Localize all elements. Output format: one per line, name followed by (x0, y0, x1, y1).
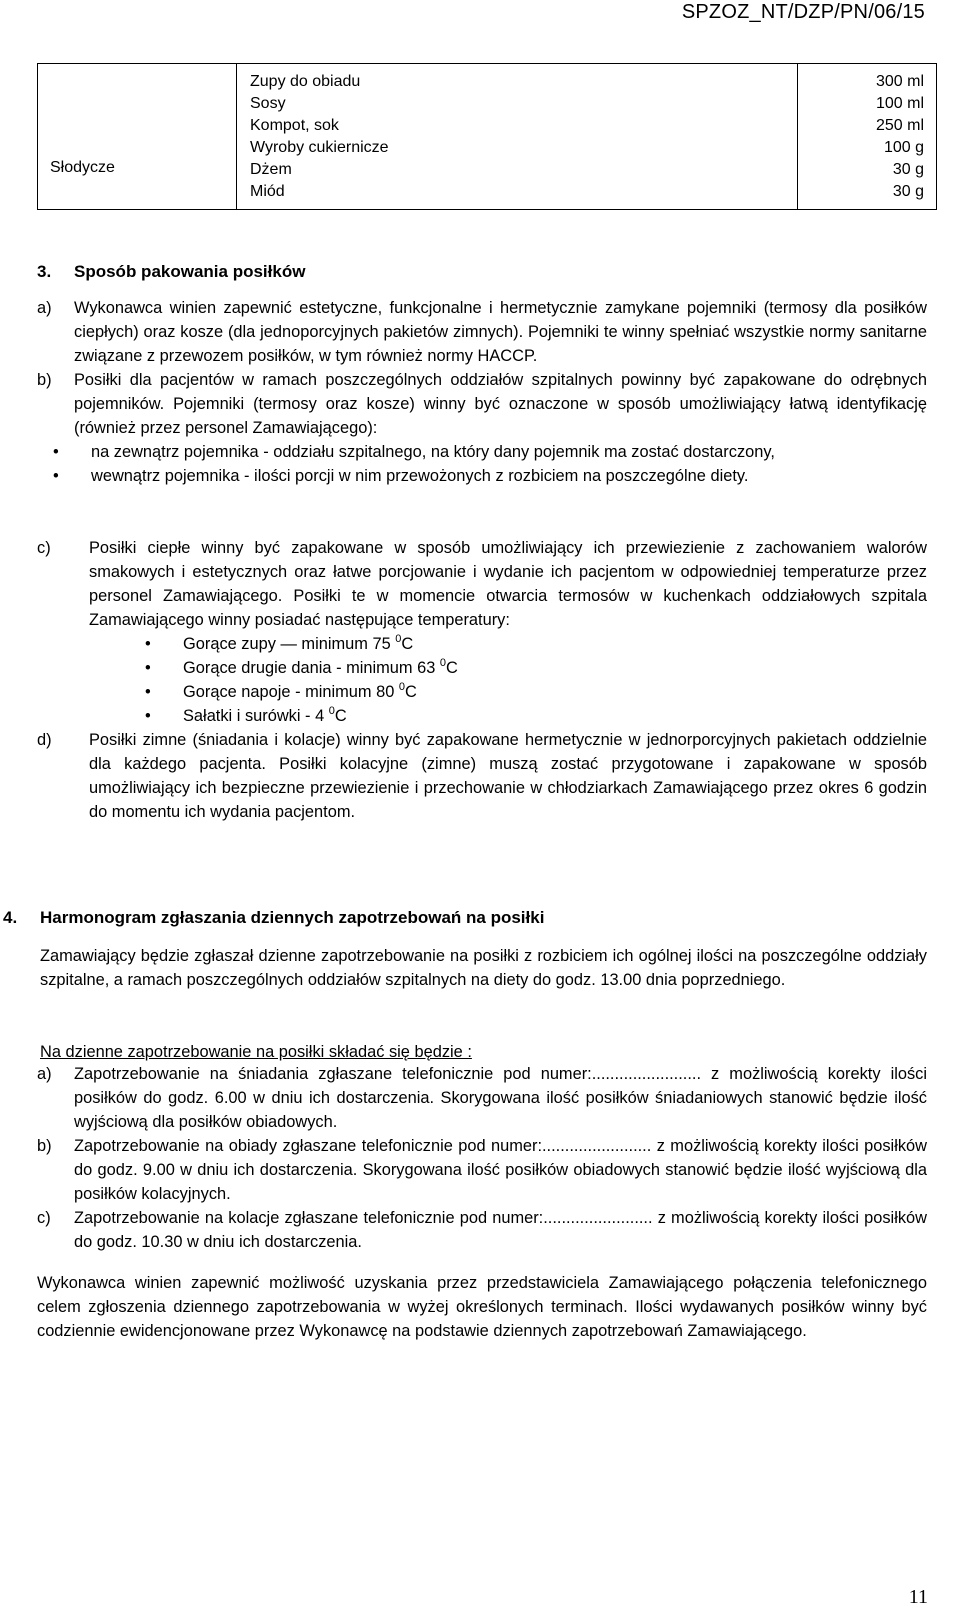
quantities-cell (798, 64, 937, 210)
temperature-list (183, 632, 927, 728)
closing-paragraph: Wykonawca winien zapewnić możliwość uzyskania przez przedstawiciela Zamawiającego połączenia telefonicznego celem zgłoszenia dziennego zapotrzebowania w wyżej określonych terminach. Ilości wydawanych posiłków winny być codziennie ewidencjonowane przez Wykonawcę na podstawie dziennych zapotrzebowań Zamawiającego. (37, 1274, 927, 1340)
item-name: Kompot, sok (250, 117, 339, 134)
marking-list (91, 440, 927, 488)
list-item: • Gorące drugie dania - minimum 63 $^0$C (183, 656, 927, 680)
section-4-heading-wrap (3, 906, 927, 930)
item-quantity: 100 ml (875, 95, 924, 112)
item-name: Sosy (250, 95, 286, 112)
items-cell (237, 64, 798, 210)
section-4-items (37, 1062, 927, 1254)
item-name: Dżem (250, 161, 292, 178)
section-3-cd (37, 536, 927, 824)
category-cell (38, 64, 237, 210)
list-item: • Gorące napoje - minimum 80 $^0$C (183, 680, 927, 704)
item-quantity: 30 g (892, 161, 924, 178)
section-4-closing (37, 1271, 927, 1343)
item-quantity: 300 ml (875, 73, 924, 90)
page-number: 11 (908, 1586, 928, 1608)
section-3-heading: 3. Sposób pakowania posiłków (37, 262, 306, 281)
item-quantity: 100 g (883, 139, 924, 156)
list-item: • Gorące zupy — minimum 75 $^0$C (183, 632, 927, 656)
request-item: b) Zapotrzebowanie na obiady zgłaszane telefonicznie pod numer:........................ z możliwością korekty ilości posiłków do godz. 9.00 w dniu ich dostarczenia. Skorygowana ilość posiłków obiadowych stanowić będzie ilość wyjściową dla posiłków kolacyjnych. (37, 1137, 927, 1203)
item-name: Zupy do obiadu (250, 73, 361, 90)
table-row (38, 64, 937, 210)
section-4-heading: 4. Harmonogram zgłaszania dziennych zapotrzebowań na posiłki (3, 908, 545, 927)
list-item: • wewnątrz pojemnika - ilości porcji w nim przewożonych z rozbiciem na poszczególne diety. (91, 464, 927, 488)
item-name: Wyroby cukiernicze (250, 139, 389, 156)
paragraph-c: c) Posiłki ciepłe winny być zapakowane w sposób umożliwiający ich przewiezienie z zachowaniem walorów smakowych i estetycznych oraz łatwe porcjowanie i wydanie ich pacjentom w odpowiedniej temperaturze przez personel Zamawiającego. Posiłki te w momencie otwarcia termosów w kuchenkach oddziałowych szpitala Zamawiającego winny posiadać następujące temperatury: (37, 539, 927, 629)
document-code: SPZOZ_NT/DZP/PN/06/15 (681, 1, 925, 23)
item-quantity: 30 g (892, 183, 924, 200)
requests-heading: Na dzienne zapotrzebowanie na posiłki składać się będzie : (40, 1043, 472, 1061)
section-3 (37, 260, 927, 284)
paragraph-a: a) Wykonawca winien zapewnić estetyczne, funkcjonalne i hermetycznie zamykane pojemniki (termosy dla posiłków ciepłych) oraz kosze (dla jednoporcyjnych pakietów zimnych). Pojemniki te winny spełniać wszystkie normy sanitarne związane z przewozem posiłków, w tym również normy HACCP. (37, 299, 927, 365)
intro-paragraph: Zamawiający będzie zgłaszał dzienne zapotrzebowanie na posiłki z rozbiciem ich ogólnej ilości na poszczególne oddziały szpitalne, a ramach poszczególnych oddziałów szpitalnych na diety do godz. 13.00 dnia poprzedniego. (40, 947, 927, 989)
item-name: Miód (250, 183, 285, 200)
list-item: • na zewnątrz pojemnika - oddziału szpitalnego, na który dany pojemnik ma zostać dostarczony, (91, 440, 927, 464)
section-4-subheading (40, 1040, 927, 1064)
paragraph-b: b) Posiłki dla pacjentów w ramach poszczególnych oddziałów szpitalnych powinny być zapakowane do odrębnych pojemników. Pojemniki (termosy oraz kosze) winny być oznaczone w sposób umożliwiający łatwą identyfikację (również przez personel Zamawiającego): (37, 371, 927, 437)
section-3-ab (37, 296, 927, 488)
paragraph-d: d) Posiłki zimne (śniadania i kolacje) winny być zapakowane hermetycznie w jednorporcyjnych pakietach oddzielnie dla każdego pacjenta. Posiłki kolacyjne (zimne) muszą zostać przygotowane i zapakowane w sposób umożliwiający ich bezpieczne przewiezienie i przechowanie w chłodziarkach Zamawiającego przez okres 6 godzin do momentu ich wydania pacjentom. (37, 731, 927, 821)
category-label: Słodycze (50, 158, 115, 176)
section-4-intro (40, 944, 927, 992)
item-quantity: 250 ml (875, 117, 924, 134)
request-item: a) Zapotrzebowanie na śniadania zgłaszane telefonicznie pod numer:........................ z możliwością korekty ilości posiłków do godz. 6.00 w dniu ich dostarczenia. Skorygowana ilość posiłków śniadaniowych stanowić będzie ilość wyjściową dla posiłków obiadowych. (37, 1065, 927, 1131)
request-item: c) Zapotrzebowanie na kolacje zgłaszane telefonicznie pod numer:........................ z możliwością korekty ilości posiłków do godz. 10.30 w dniu ich dostarczenia. (37, 1209, 927, 1251)
portion-table (37, 63, 937, 210)
list-item: • Sałatki i surówki - 4 $^0$C (183, 704, 927, 728)
